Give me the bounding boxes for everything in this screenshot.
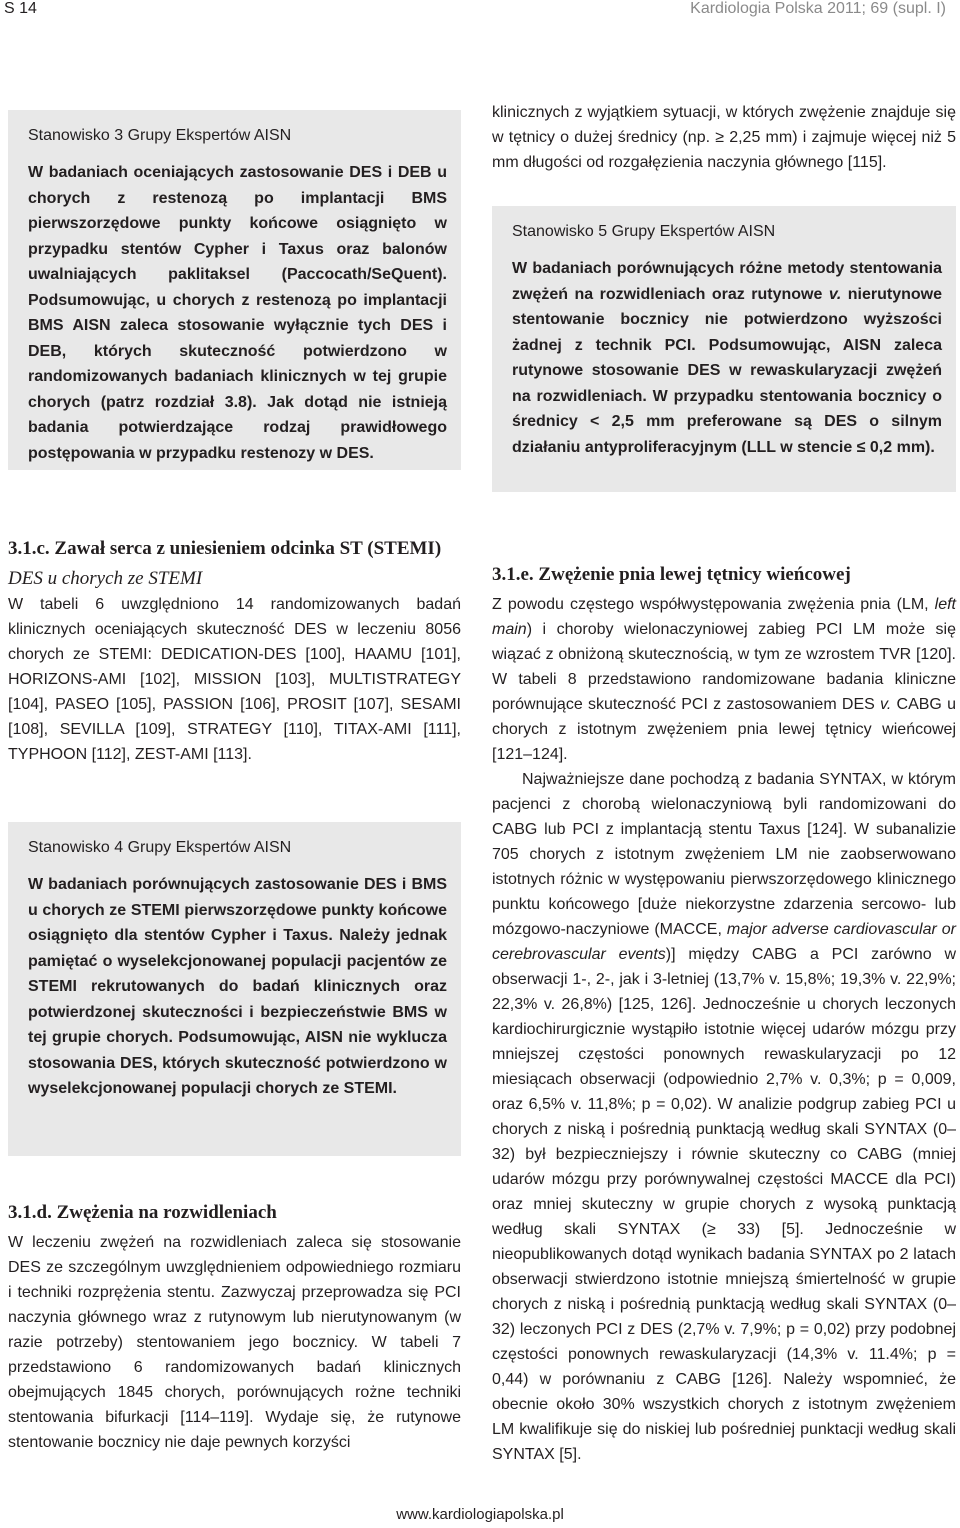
section-3-1-c-subheading: DES u chorych ze STEMI (8, 568, 203, 589)
p2-macce-english: major adverse cardiovascular or cerebrovascular events (492, 921, 956, 963)
box-4-title: Stanowisko 4 Grupy Ekspertów AISN (28, 839, 292, 856)
page-number: S 14 (4, 0, 37, 17)
p1-part-b: ) i choroby wielonaczyniowej zabieg PCI LM może się wiązać z obniżoną skutecznością, w tym ze wzrostem TVR [120]. W tabeli 8 przedstawiono randomizowane badania kliniczne porównujące skuteczność PCI z zastosowaniem DES (492, 621, 956, 713)
section-3-1-d (8, 1200, 461, 1455)
journal-citation (690, 0, 946, 18)
box-5-title: Stanowisko 5 Grupy Ekspertów AISN (512, 223, 776, 240)
section-3-1-e (492, 562, 956, 1467)
right-top-text (492, 100, 956, 175)
box-4-body: W badaniach porównujących zastosowanie DES i BMS u chorych ze STEMI pierwszorzędowe punkty końcowe osiągnięto dla stentów Cypher i Taxus. Należy jednak pamiętać o wyselekcjonowanej populacji pacjentów ze STEMI rekrutowanych do badań klinicznych oraz potwierdzonej skuteczności i bezpieczeństwie BMS w tej grupie chorych. Podsumowując, AISN nie wyklucza stosowania DES, których skuteczność potwierdzono w wyselekcjonowanej populacji chorych ze STEMI. (28, 876, 447, 1097)
expert-statement-box-5 (492, 206, 956, 492)
section-3-1-e-paragraph-2 (492, 767, 956, 1467)
section-3-1-d-heading: 3.1.d. Zwężenia na rozwidleniach (8, 1202, 277, 1223)
section-3-1-c-heading: 3.1.c. Zawał serca z uniesieniem odcinka ST (STEMI) (8, 538, 442, 559)
section-3-1-c (8, 536, 461, 767)
section-3-1-c-paragraph: W tabeli 6 uwzględniono 14 randomizowanych badań klinicznych oceniających skuteczność DES w leczeniu 8056 chorych ze STEMI: DEDICATION-DES [100], HAAMU [101], HORIZONS-AMI [102], MISSION [103], MULTISTRATEGY [104], PASEO [105], PASSION [106], PROSIT [107], SESAMI [108], SEVILLA [109], STRATEGY [110], TITAX-AMI [111], TYPHOON [112], ZEST-AMI [113]. (8, 596, 461, 763)
footer-url: www.kardiologiapolska.pl (396, 1506, 564, 1523)
section-3-1-d-paragraph: W leczeniu zwężeń na rozwidleniach zaleca się stosowanie DES ze szczególnym uwzględnieniem odpowiedniego rozmiaru i techniki rozprężenia stentu. Zazwyczaj przeprowadza się PCI naczynia głównego wraz z rutynowym lub nierutynowanym (w razie potrzeby) stentowaniem jego bocznicy. W tabeli 7 przedstawiono 6 randomizowanych badań klinicznych obejmujących 1845 chorych, porównujących rożne techniki stentowania bifurkacji [114–119]. Wydaje się, że rutynowe stentowanie bocznicy nie daje pewnych korzyści (8, 1234, 461, 1451)
p1-part-c: CABG u chorych z istotnym zwężeniem pnia lewej tętnicy wieńcowej [121–124]. (492, 696, 956, 763)
section-3-1-e-heading: 3.1.e. Zwężenie pnia lewej tętnicy wieńcowej (492, 564, 851, 585)
box-5-body-versus: v. (828, 285, 842, 303)
expert-statement-box-3 (8, 110, 461, 470)
expert-statement-box-4 (8, 822, 461, 1156)
box-5-body (512, 256, 942, 460)
journal-citation-text: Kardiologia Polska 2011; 69 (supl. I) (690, 0, 946, 17)
box-3-body: W badaniach oceniających zastosowanie DES i DEB u chorych z restenozą po implantacji BMS pierwszorzędowe punkty końcowe osiągnięto w przypadku stentów Cypher i Taxus oraz balonów uwalniających paklitaksel (Paccocath/SeQuent). Podsumowując, u chorych z restenozą po implantacji BMS AISN zaleca stosowanie wyłącznie tych DES i DEB, których skuteczność potwierdzono w randomizowanych badaniach klinicznych w tej grupie chorych (patrz rozdział 3.8). Jak dotąd nie istnieją badania potwierdzające rodzaj prawidłowego postępowania w przypadku restenozy w DES. (28, 164, 447, 462)
box-5-body-part1: W badaniach porównujących różne metody stentowania zwężeń na rozwidleniach oraz rutynowe (512, 260, 942, 303)
p2-part-b: )] między CABG a PCI zarówno w obserwacji 1-, 2-, jak i 3-letniej (13,7% v. 15,8%; 19,3% v. 22,9%; 22,3% v. 26,8%) [125, 126]. Jednocześnie u chorych leczonych kardiochirurgicznie wystąpiło istotnie więcej udarów mózgu przy mniejszej częstości ponownych rewaskularyzacji po 12 miesiącach obserwacji (odpowiednio 2,7% v. 0,3%; p = 0,009, oraz 6,5% v. 11,8%; p = 0,02). W analizie podgrup zabieg PCI u chorych z niską i pośrednią punktacją według skali SYNTAX (0–32) był bezpieczniejszy i równie skuteczny co CABG (mniej udarów mózgu przy porównywalnej częstości MACCE dla PCI) oraz mniej skuteczny w grupie chorych z wysoką punktacją według skali SYNTAX (≥ 33) [5]. Jednocześnie w nieopublikowanych dotąd wynikach badania SYNTAX po 2 latach obserwacji stwierdzono istotnie mniejszą śmiertelność w grupie chorych z niską i pośrednią punktacją według skali SYNTAX (0–32) leczonych PCI z DES (2,7% v. 7,9%; p = 0,02) przy podobnej częstości ponownych rewaskularyzacji (14,3% v. 11.4%; p = 0,44) w porównaniu z CABG [126]. Należy wspomnieć, że obecnie około 30% wszystkich chorych z istotnym zwężeniem LM kwalifikuje się do niskiej lub pośredniej punktacji według skali SYNTAX [5]. (492, 946, 956, 1463)
p2-part-a: Najważniejsze dane pochodzą z badania SYNTAX, w którym pacjenci z chorobą wielonaczyniową byli randomizowani do CABG lub PCI z implantacją stentu Taxus [124]. W subanalizie 705 chorych z istotnym zwężeniem LM nie zaobserwowano istotnych różnic w występowaniu pierwszorzędowego klinicznego punktu końcowego [duże niekorzystne zdarzenia sercowo- lub mózgowo-naczyniowe (MACCE, (492, 771, 956, 938)
p1-versus: v. (880, 696, 892, 713)
p1-left-main: left main (492, 596, 956, 638)
p1-part-a: Z powodu częstego współwystępowania zwężenia pnia (LM, (492, 596, 935, 613)
section-3-1-e-paragraph-1 (492, 592, 956, 767)
box-3-title: Stanowisko 3 Grupy Ekspertów AISN (28, 127, 292, 144)
continuation-paragraph: klinicznych z wyjątkiem sytuacji, w których zwężenie znajduje się w tętnicy o dużej średnicy (np. ≥ 2,25 mm) i zajmuje więcej niż 5 mm długości od rozgałęzienia naczynia głównego [115]. (492, 104, 956, 171)
box-5-body-part2: nierutynowe stentowanie bocznicy nie potwierdzono wyższości żadnej z technik PCI. Podsumowując, AISN zaleca rutynowe stosowanie DES w rewaskularyzacji zwężeń na rozwidleniach. W przypadku stentowania bocznicy o średnicy < 2,5 mm preferowane są DES o silnym działaniu antyproliferacyjnym (LLL w stencie ≤ 0,2 mm). (512, 285, 942, 456)
